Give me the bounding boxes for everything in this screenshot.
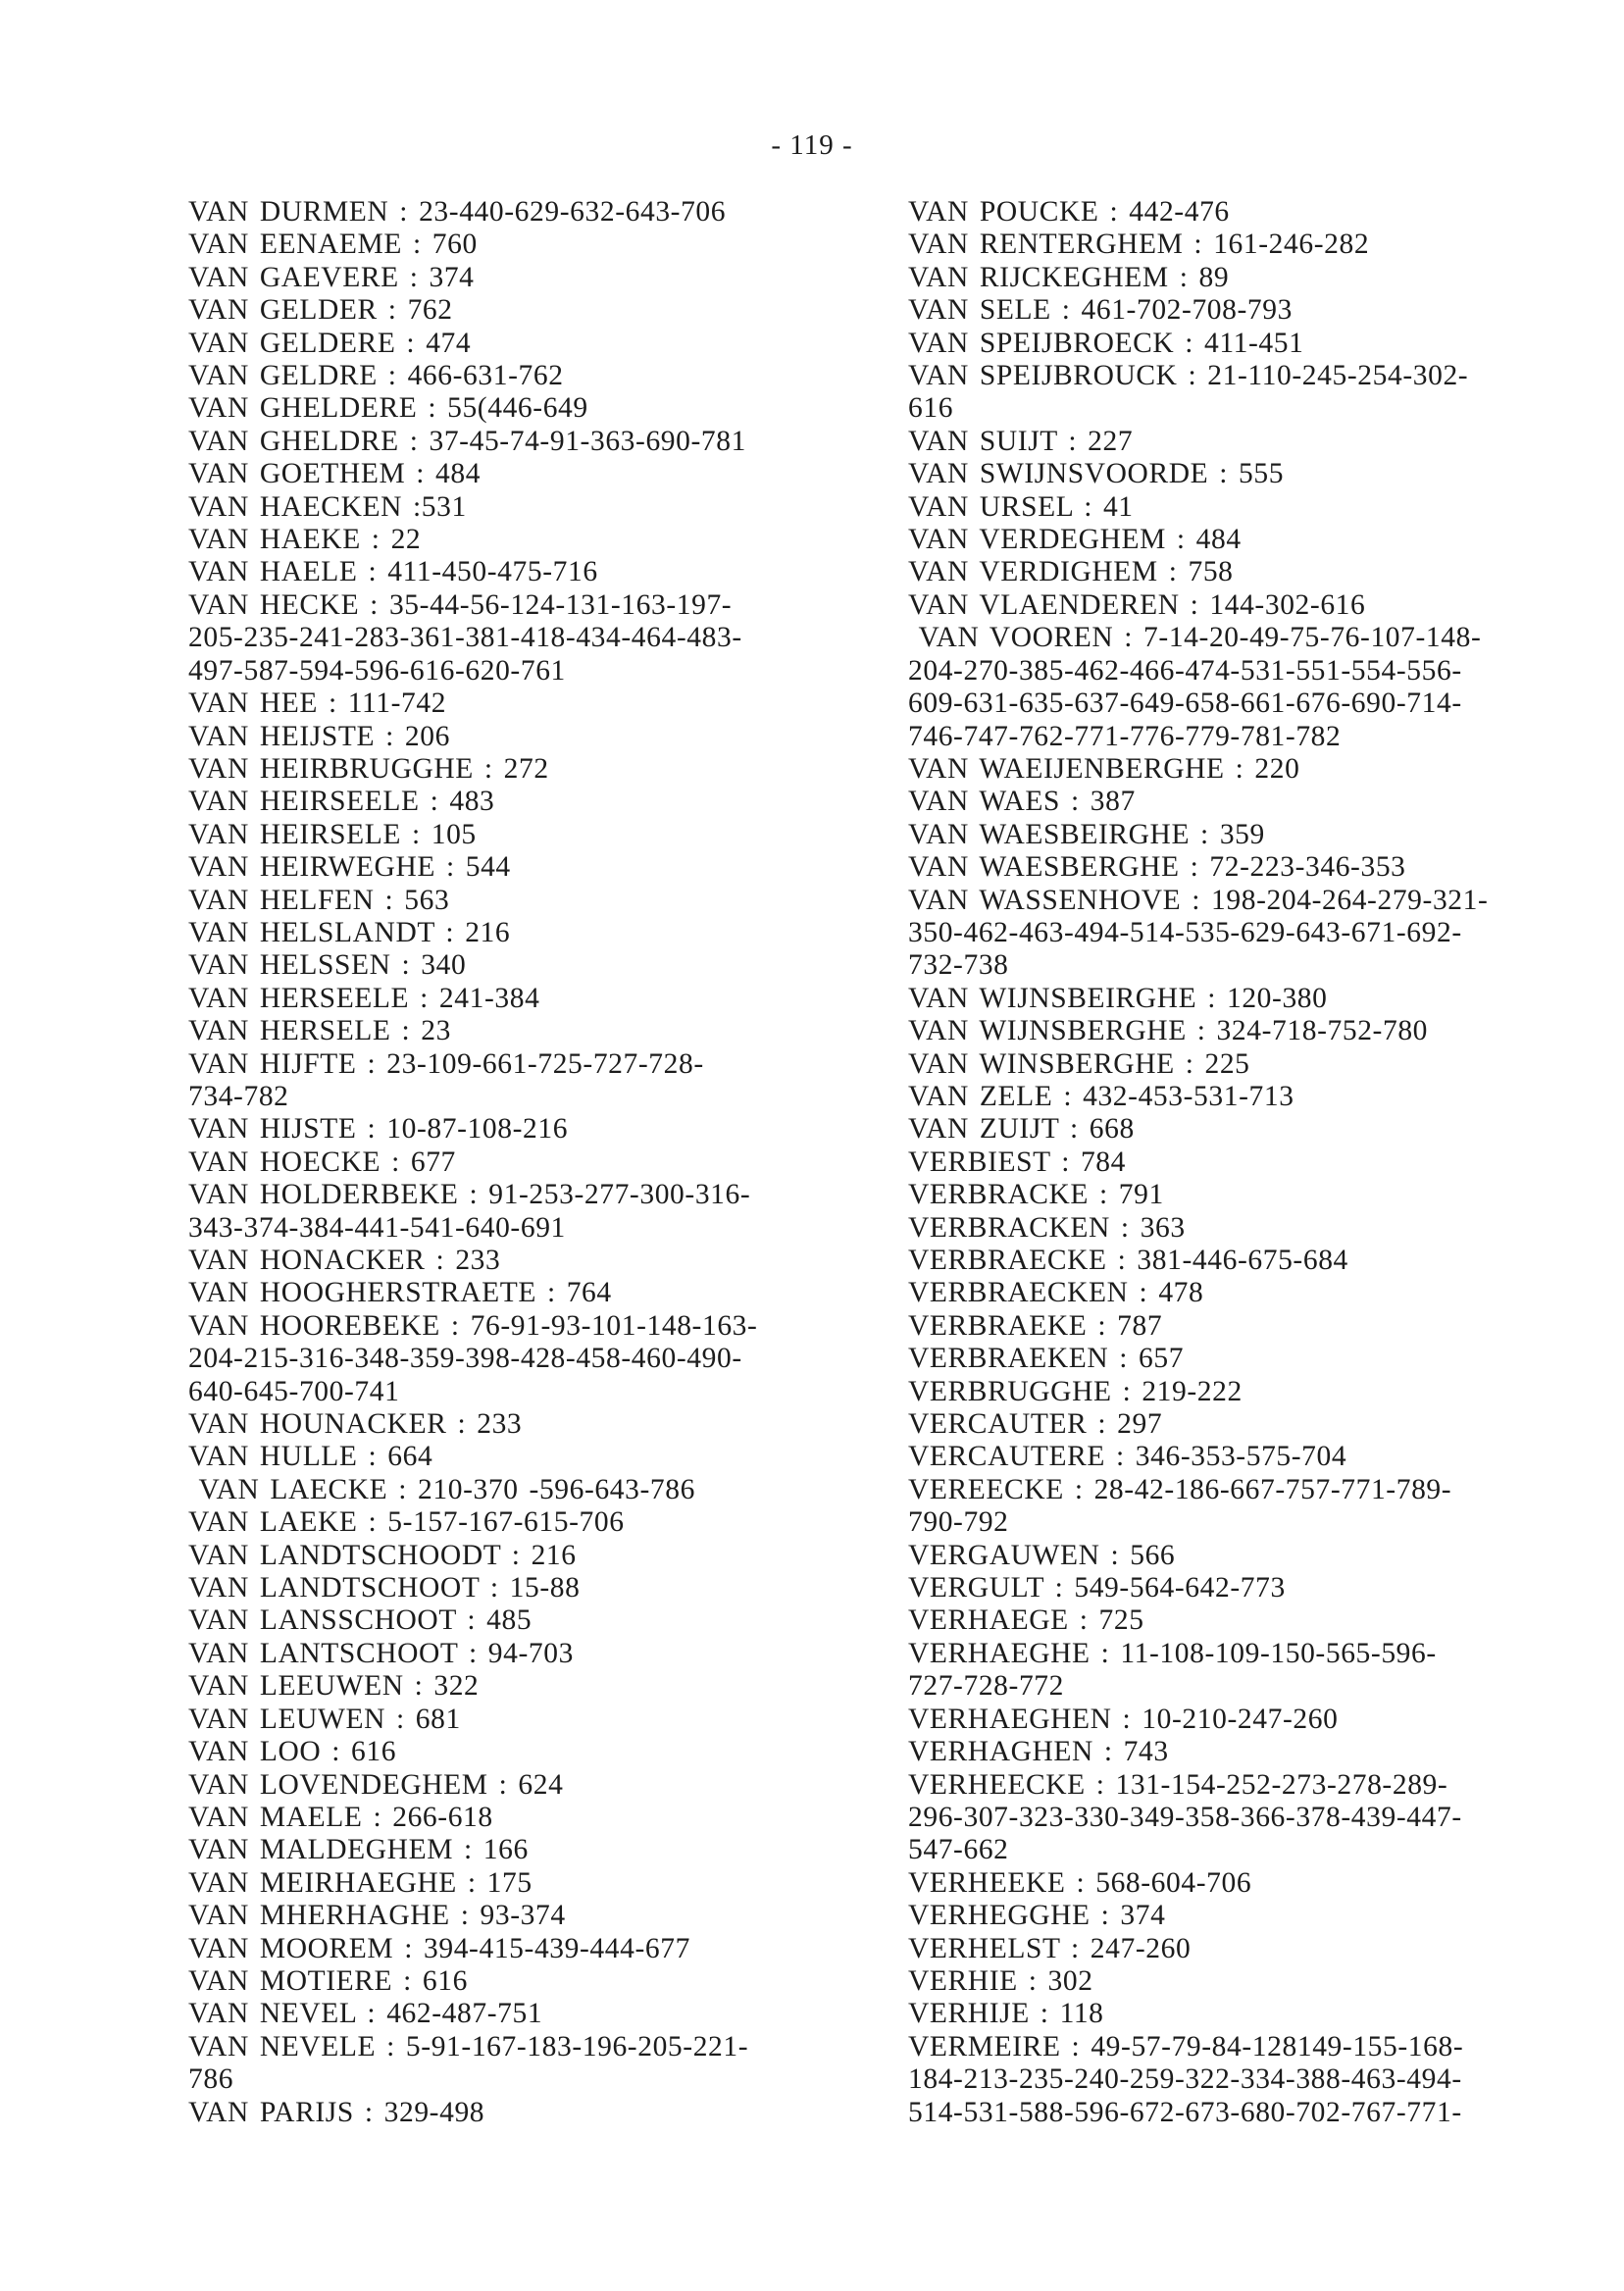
index-entry-line: 350-462-463-494-514-535-629-643-671-692- bbox=[908, 916, 1462, 948]
index-entry-line: VERBIEST : 784 bbox=[908, 1146, 1127, 1178]
index-entry-line: VERHEGGHE : 374 bbox=[908, 1900, 1166, 1932]
index-entry-line: VERBRAECKE : 381-446-675-684 bbox=[908, 1245, 1348, 1276]
index-entry-line: 616 bbox=[908, 392, 954, 425]
index-entry-line: 514-531-588-596-672-673-680-702-767-771- bbox=[908, 2096, 1462, 2128]
index-entry-line: VAN SPEIJBROUCK : 21-110-245-254-302- bbox=[908, 360, 1469, 392]
index-entry-line: VAN WAEIJENBERGHE : 220 bbox=[908, 752, 1300, 785]
index-entry-line: 204-270-385-462-466-474-531-551-554-556- bbox=[908, 654, 1462, 687]
index-entry-line: VAN HAEKE : 22 bbox=[188, 524, 422, 556]
index-entry-line: VAN SUIJT : 227 bbox=[908, 425, 1134, 457]
page-number: - 119 - bbox=[771, 129, 853, 161]
index-entry-line: VAN MEIRHAEGHE : 175 bbox=[188, 1866, 533, 1899]
index-entry-line: VERHAEGHEN : 10-210-247-260 bbox=[908, 1703, 1339, 1735]
index-entry-line: 790-792 bbox=[908, 1506, 1009, 1539]
index-entry-line: VAN HOOGHERSTRAETE : 764 bbox=[188, 1277, 612, 1309]
index-entry-line: VERMEIRE : 49-57-79-84-128149-155-168- bbox=[908, 2030, 1464, 2062]
index-entry-line: VAN WAESBEIRGHE : 359 bbox=[908, 818, 1265, 850]
index-entry-line: VAN LANDTSCHOOT : 15-88 bbox=[188, 1572, 581, 1604]
index-entry-line: VERGULT : 549-564-642-773 bbox=[908, 1572, 1286, 1604]
index-entry-line: VERGAUWEN : 566 bbox=[908, 1539, 1176, 1571]
index-entry-line: VAN MAELE : 266-618 bbox=[188, 1801, 493, 1833]
index-entry-line: VAN WIJNSBEIRGHE : 120-380 bbox=[908, 982, 1328, 1014]
index-column-left bbox=[188, 196, 875, 2129]
index-entry-line: VAN LOO : 616 bbox=[188, 1736, 397, 1768]
index-entry-line: VAN URSEL : 41 bbox=[908, 490, 1134, 523]
index-entry-line: VAN DURMEN : 23-440-629-632-643-706 bbox=[188, 196, 727, 228]
index-entry-line: VAN POUCKE : 442-476 bbox=[908, 196, 1230, 228]
index-entry-line: 205-235-241-283-361-381-418-434-464-483- bbox=[188, 622, 742, 654]
index-entry-line: 746-747-762-771-776-779-781-782 bbox=[908, 720, 1342, 752]
index-entry-line: VAN GELDRE : 466-631-762 bbox=[188, 360, 564, 392]
index-entry-line: VAN HEE : 111-742 bbox=[188, 687, 447, 720]
index-entry-line: VAN HELFEN : 563 bbox=[188, 884, 450, 916]
index-entry-line: VAN VERDEGHEM : 484 bbox=[908, 524, 1242, 556]
index-entry-line: VAN HAECKEN :531 bbox=[188, 490, 467, 523]
index-entry-line: VERHELST : 247-260 bbox=[908, 1932, 1192, 1964]
index-entry-line: VAN EENAEME : 760 bbox=[188, 229, 478, 261]
index-entry-line: VERBRACKE : 791 bbox=[908, 1179, 1164, 1211]
index-entry-line: VAN HOECKE : 677 bbox=[188, 1146, 456, 1178]
index-entry-line: VAN WIJNSBERGHE : 324-718-752-780 bbox=[908, 1015, 1429, 1047]
index-entry-line: VAN WAESBERGHE : 72-223-346-353 bbox=[908, 851, 1406, 884]
index-entry-line: VAN HIJFTE : 23-109-661-725-727-728- bbox=[188, 1047, 704, 1080]
index-entry-line: VAN GAEVERE : 374 bbox=[188, 261, 475, 293]
index-column-right bbox=[908, 196, 1595, 2129]
index-entry-line: VAN HEIRWEGHE : 544 bbox=[188, 851, 511, 884]
index-entry-line: 497-587-594-596-616-620-761 bbox=[188, 654, 566, 687]
index-entry-line: VAN RIJCKEGHEM : 89 bbox=[908, 261, 1230, 293]
index-entry-line: VAN RENTERGHEM : 161-246-282 bbox=[908, 229, 1370, 261]
index-entry-line: VAN GOETHEM : 484 bbox=[188, 458, 482, 490]
index-entry-line: VAN HELSLANDT : 216 bbox=[188, 916, 511, 948]
index-entry-line: VAN LANTSCHOOT : 94-703 bbox=[188, 1637, 574, 1669]
index-entry-line: VAN LANSSCHOOT : 485 bbox=[188, 1604, 533, 1637]
index-entry-line: 184-213-235-240-259-322-334-388-463-494- bbox=[908, 2063, 1462, 2096]
index-entry-line: VAN HEIRSELE : 105 bbox=[188, 818, 477, 850]
index-entry-line: VERHAGHEN : 743 bbox=[908, 1736, 1169, 1768]
index-entry-line: VAN MHERHAGHE : 93-374 bbox=[188, 1900, 566, 1932]
index-entry-line: VAN HECKE : 35-44-56-124-131-163-197- bbox=[188, 588, 733, 621]
index-entry-line: VERHEECKE : 131-154-252-273-278-289- bbox=[908, 1768, 1448, 1801]
index-entry-line: VAN HAELE : 411-450-475-716 bbox=[188, 556, 598, 588]
index-entry-line: 204-215-316-348-359-398-428-458-460-490- bbox=[188, 1343, 742, 1375]
index-entry-line: VAN GELDERE : 474 bbox=[188, 327, 472, 359]
index-entry-line: VAN GELDER : 762 bbox=[188, 294, 453, 327]
index-entry-line: 296-307-323-330-349-358-366-378-439-447- bbox=[908, 1801, 1462, 1833]
index-entry-line: VERHAEGE : 725 bbox=[908, 1604, 1144, 1637]
index-entry-line: VAN NEVELE : 5-91-167-183-196-205-221- bbox=[188, 2030, 749, 2062]
index-entry-line: VAN MOOREM : 394-415-439-444-677 bbox=[188, 1932, 690, 1964]
index-entry-line: VERHIJE : 118 bbox=[908, 1998, 1104, 2030]
index-entry-line: VAN GHELDRE : 37-45-74-91-363-690-781 bbox=[188, 425, 746, 457]
index-entry-line: VAN HULLE : 664 bbox=[188, 1441, 433, 1473]
index-entry-line: VAN LEEUWEN : 322 bbox=[188, 1670, 480, 1703]
index-entry-line: VAN MALDEGHEM : 166 bbox=[188, 1834, 529, 1866]
index-entry-line: VAN HEIRBRUGGHE : 272 bbox=[188, 752, 549, 785]
index-entry-line: VAN HOUNACKER : 233 bbox=[188, 1408, 523, 1441]
index-entry-line: VERCAUTERE : 346-353-575-704 bbox=[908, 1441, 1347, 1473]
index-entry-line: VAN HONACKER : 233 bbox=[188, 1245, 501, 1276]
index-entry-line: VAN SPEIJBROECK : 411-451 bbox=[908, 327, 1304, 359]
index-entry-line: VAN HERSELE : 23 bbox=[188, 1015, 451, 1047]
index-entry-line: VERBRAEKEN : 657 bbox=[908, 1343, 1185, 1375]
index-entry-line: VAN VLAENDEREN : 144-302-616 bbox=[908, 588, 1366, 621]
index-entry-line: VAN HERSEELE : 241-384 bbox=[188, 982, 540, 1014]
index-entry-line: 734-782 bbox=[188, 1080, 289, 1112]
index-entry-line: VERCAUTER : 297 bbox=[908, 1408, 1163, 1441]
index-entry-line: VAN LOVENDEGHEM : 624 bbox=[188, 1768, 564, 1801]
index-entry-line: VAN HEIJSTE : 206 bbox=[188, 720, 450, 752]
index-entry-line: VERHIE : 302 bbox=[908, 1964, 1093, 1997]
index-entry-line: VAN SELE : 461-702-708-793 bbox=[908, 294, 1293, 327]
index-entry-line: VAN SWIJNSVOORDE : 555 bbox=[908, 458, 1285, 490]
index-entry-line: VAN HEIRSEELE : 483 bbox=[188, 786, 495, 818]
index-entry-line: VAN PARIJS : 329-498 bbox=[188, 2096, 485, 2128]
index-entry-line: VERBRAECKEN : 478 bbox=[908, 1277, 1204, 1309]
index-entry-line: VAN WINSBERGHE : 225 bbox=[908, 1047, 1250, 1080]
index-entry-line: 640-645-700-741 bbox=[188, 1375, 400, 1407]
index-entry-line: 609-631-635-637-649-658-661-676-690-714- bbox=[908, 687, 1462, 720]
index-entry-line: VAN ZELE : 432-453-531-713 bbox=[908, 1080, 1294, 1112]
index-entry-line: VAN LANDTSCHOODT : 216 bbox=[188, 1539, 577, 1571]
index-entry-line: VERBRUGGHE : 219-222 bbox=[908, 1375, 1243, 1407]
index-entry-line: VEREECKE : 28-42-186-667-757-771-789- bbox=[908, 1473, 1452, 1505]
index-entry-line: VAN ZUIJT : 668 bbox=[908, 1113, 1135, 1146]
index-entry-line: VAN HOLDERBEKE : 91-253-277-300-316- bbox=[188, 1179, 751, 1211]
index-entry-line: VAN WAES : 387 bbox=[908, 786, 1136, 818]
index-entry-line: VAN GHELDERE : 55(446-649 bbox=[188, 392, 588, 425]
index-entry-line: 786 bbox=[188, 2063, 234, 2096]
index-entry-line: VAN WASSENHOVE : 198-204-264-279-321- bbox=[908, 884, 1489, 916]
index-entry-line: VAN NEVEL : 462-487-751 bbox=[188, 1998, 543, 2030]
index-entry-line: VAN VERDIGHEM : 758 bbox=[908, 556, 1234, 588]
index-entry-line: VERBRACKEN : 363 bbox=[908, 1211, 1186, 1244]
index-entry-line: VERBRAEKE : 787 bbox=[908, 1309, 1163, 1342]
index-entry-line: VAN VOOREN : 7-14-20-49-75-76-107-148- bbox=[908, 622, 1482, 654]
index-entry-line: 732-738 bbox=[908, 949, 1009, 982]
index-entry-line: 547-662 bbox=[908, 1834, 1009, 1866]
index-entry-line: VERHEEKE : 568-604-706 bbox=[908, 1866, 1252, 1899]
index-entry-line: VAN MOTIERE : 616 bbox=[188, 1964, 468, 1997]
index-entry-line: VAN LEUWEN : 681 bbox=[188, 1703, 461, 1735]
index-entry-line: VAN HELSSEN : 340 bbox=[188, 949, 467, 982]
index-entry-line: VAN HIJSTE : 10-87-108-216 bbox=[188, 1113, 569, 1146]
index-entry-line: 343-374-384-441-541-640-691 bbox=[188, 1211, 566, 1244]
index-entry-line: VAN LAEKE : 5-157-167-615-706 bbox=[188, 1506, 625, 1539]
index-entry-line: 727-728-772 bbox=[908, 1670, 1064, 1703]
index-entry-line: VAN HOOREBEKE : 76-91-93-101-148-163- bbox=[188, 1309, 758, 1342]
index-entry-line: VAN LAECKE : 210-370 -596-643-786 bbox=[188, 1473, 695, 1505]
index-entry-line: VERHAEGHE : 11-108-109-150-565-596- bbox=[908, 1637, 1437, 1669]
